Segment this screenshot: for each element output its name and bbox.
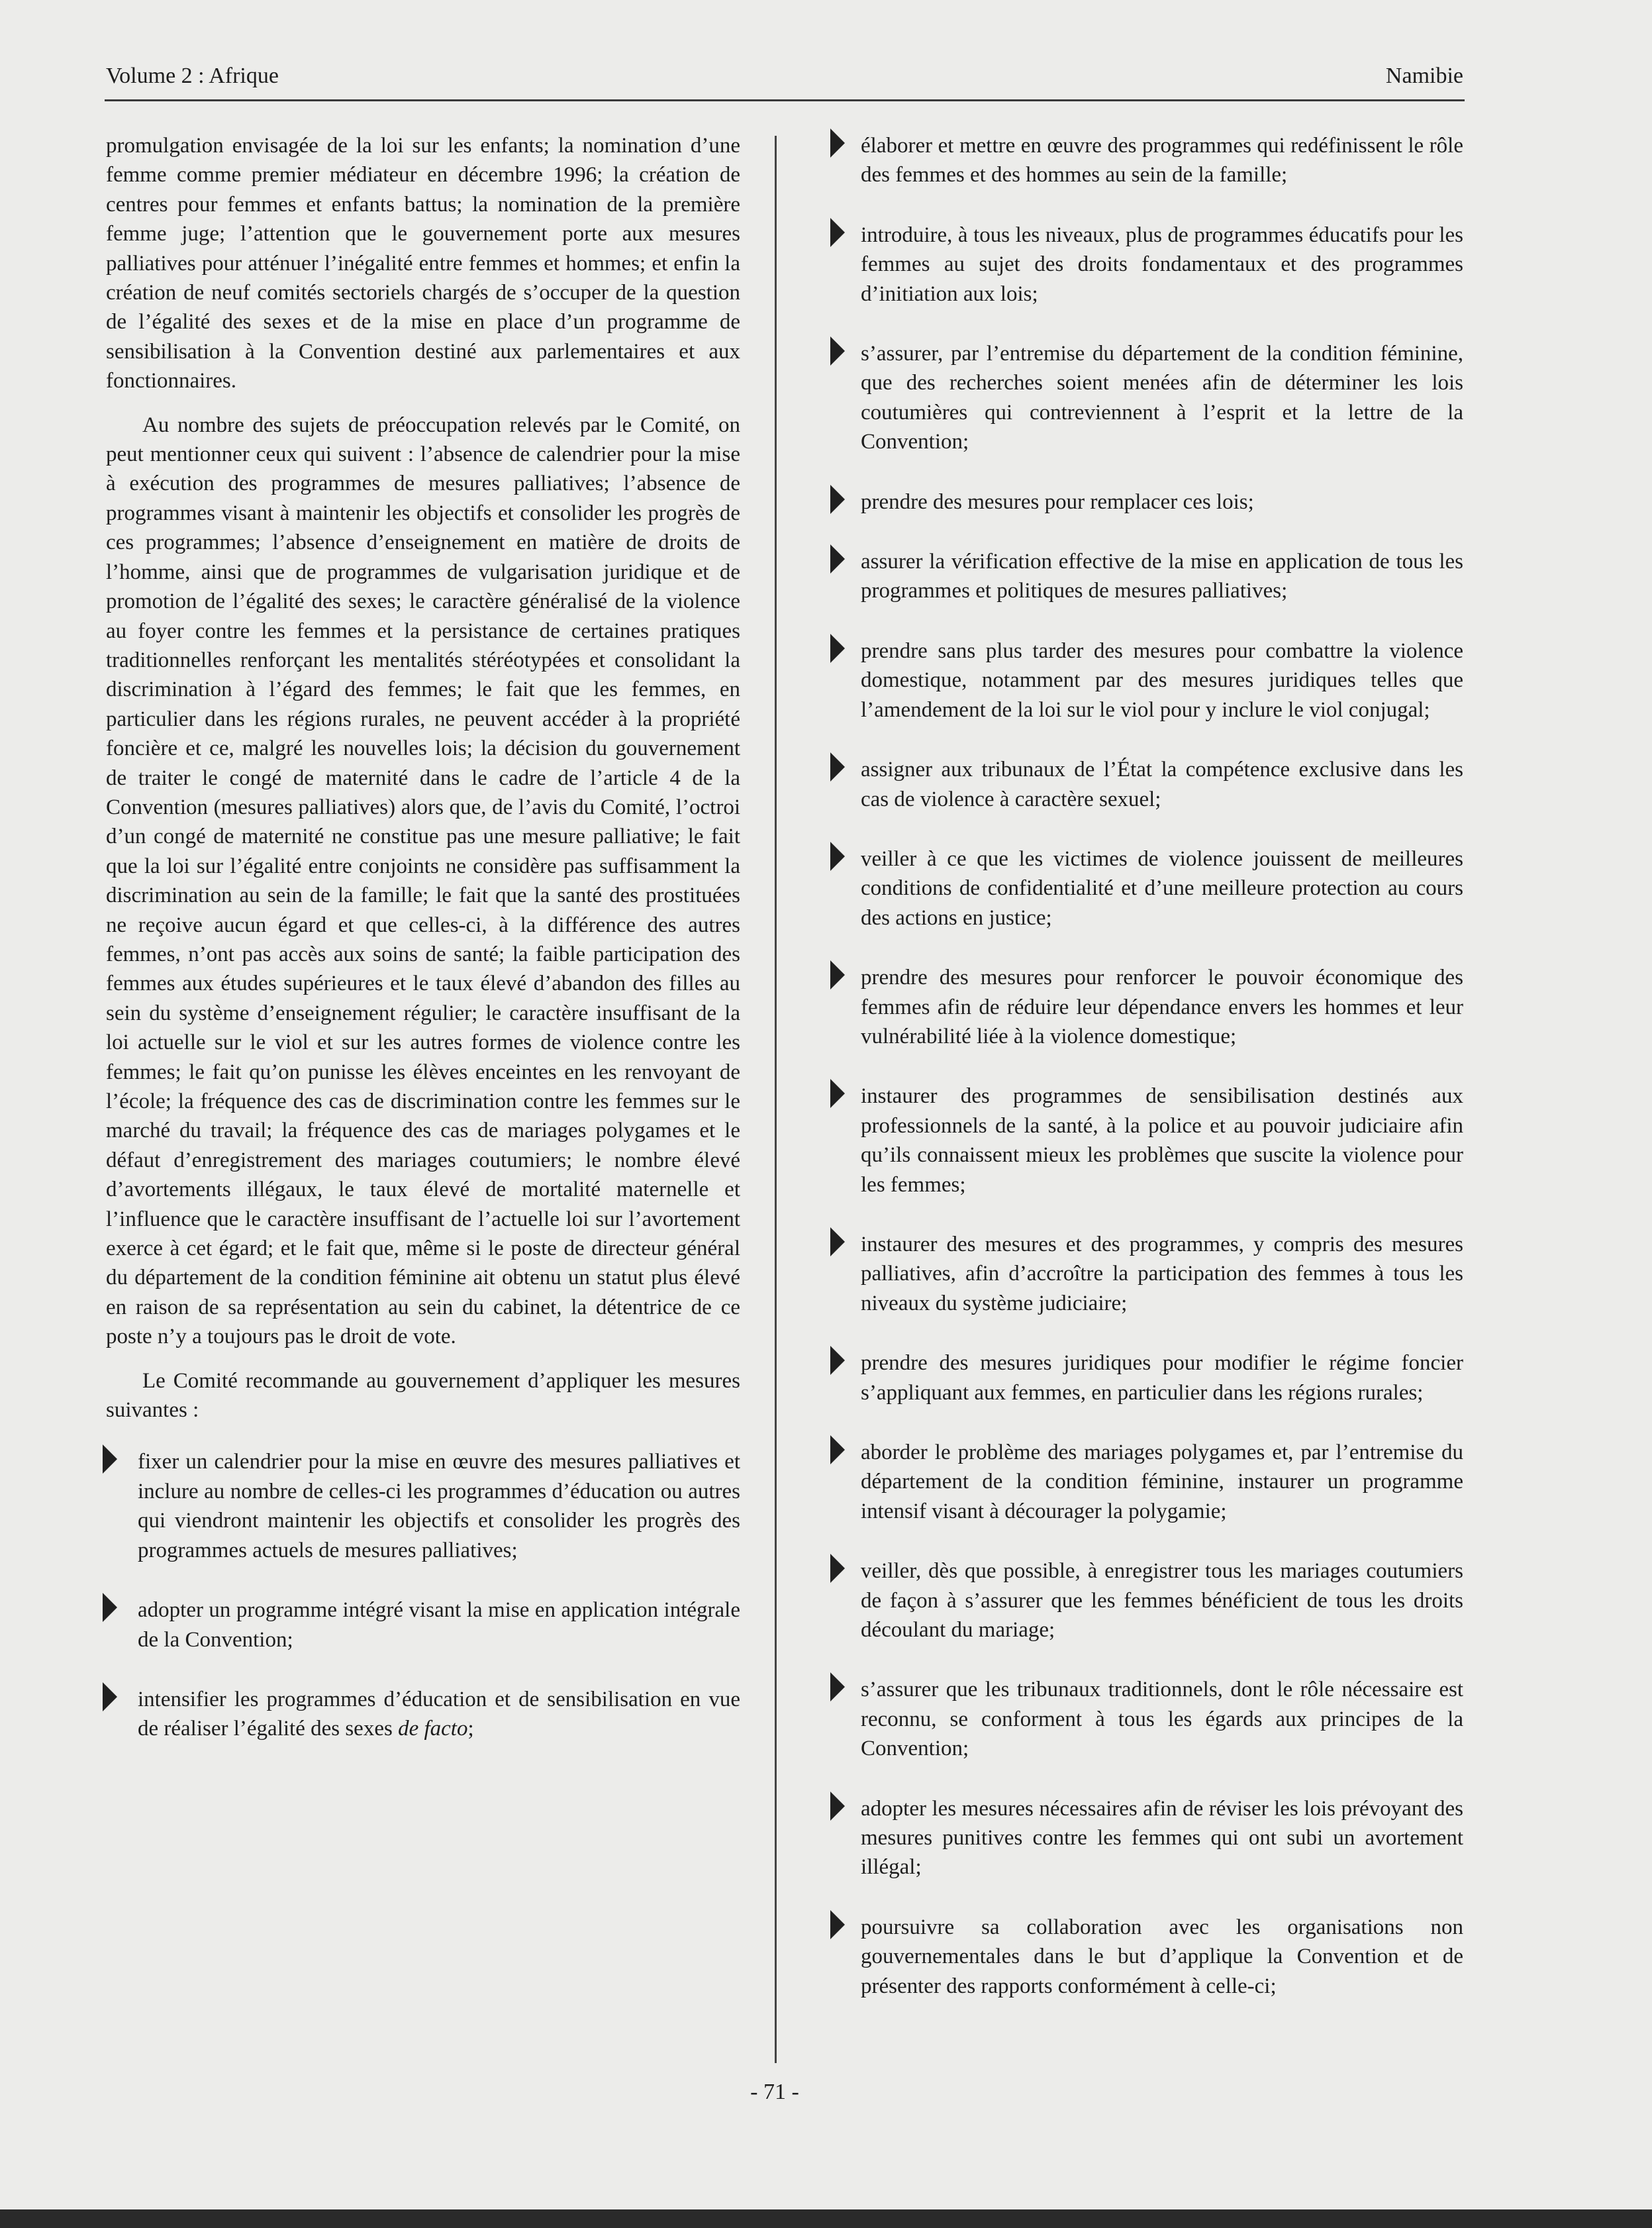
header-rule xyxy=(105,99,1465,101)
bullet-item: prendre des mesures pour remplacer ces lois; xyxy=(829,487,1463,517)
bullet-item: adopter les mesures nécessaires afin de réviser les lois prévoyant des mesures punitives contre les femmes qui ont subi un avortement illégal; xyxy=(829,1794,1463,1882)
bullet-item: prendre des mesures pour renforcer le pouvoir économique des femmes afin de réduire leur dépendance envers les hommes et leur vulnérabilité liée à la violence domestique; xyxy=(829,963,1463,1051)
paragraph: Au nombre des sujets de préoccupation relevés par le Comité, on peut mentionner ceux qui suivent : l’absence de calendrier pour la mise à exécution des programmes de mesures palliatives; l’absence de programmes visant à maintenir les objectifs et consolider les progrès de ces programmes; l’absence d’enseignement en matière de droits de l’homme, ainsi que de programmes de vulgarisation juridique et de promotion de l’égalité des sexes; le caractère généralisé de la violence au foyer contre les femmes et la persistance de certaines pratiques traditionnelles renforçant les mentalités stéréotypées et consolidant la discrimination à l’égard des femmes; le fait que les femmes, en particulier dans les régions rurales, ne peuvent accéder à la propriété foncière et ce, malgré les nouvelles lois; la décision du gouvernement de traiter le congé de maternité dans le cadre de l’article 4 de la Convention (mesures palliatives) alors que, de l’avis du Comité, l’octroi d’un congé de maternité ne constitue pas une mesure palliative; le fait que la loi sur l’égalité entre conjoints ne considère pas suffisamment la discrimination au sein de la famille; le fait que la santé des prostituées ne reçoive aucun égard et que celles-ci, à la différence des autres femmes, n’ont pas accès aux soins de santé; la faible participation des femmes aux études supérieures et le taux élevé d’abandon des filles au sein du système d’enseignement régulier; le caractère insuffisant de la loi actuelle sur le viol et sur les autres formes de violence contre les femmes; le fait qu’on punisse les élèves enceintes en les renvoyant de l’école; la fréquence des cas de discrimination contre les femmes sur le marché du travail; la fréquence des cas de mariages polygames et le défaut d’enregistrement des mariages coutumiers; le nombre élevé d’avortements illégaux, le taux élevé de mortalité maternelle et l’influence que le caractère insuffisant de l’actuelle loi sur l’avortement exerce à cet égard; et le fait que, même si le poste de directeur général du département de la condition féminine ait obtenu un statut plus élevé en raison de sa représentation au sein du cabinet, la détentrice de ce poste n’y a toujours pas le droit de vote. xyxy=(106,413,740,1349)
bullet-item: adopter un programme intégré visant la mise en application intégrale de la Convention; xyxy=(106,1595,740,1654)
right-column xyxy=(829,131,1463,2031)
bullet-item: instaurer des programmes de sensibilisation destinés aux professionnels de la santé, à la police et au pouvoir judiciaire afin qu’ils connaissent mieux les problèmes que suscite la violence pour les femmes; xyxy=(829,1082,1463,1199)
bullet-item: prendre sans plus tarder des mesures pour combattre la violence domestique, notamment par des mesures juridiques telles que l’amendement de la loi sur le viol pour y inclure le viol conjugal; xyxy=(829,636,1463,725)
bullet-item: prendre des mesures juridiques pour modifier le régime foncier s’appliquant aux femmes, en particulier dans les régions rurales; xyxy=(829,1348,1463,1407)
bullet-item: fixer un calendrier pour la mise en œuvre des mesures palliatives et inclure au nombre de celles-ci les programmes d’éducation ou autres qui viendront maintenir les objectifs et consolider les progrès des programmes actuels de mesures palliatives; xyxy=(106,1447,740,1565)
paragraph: promulgation envisagée de la loi sur les enfants; la nomination d’une femme comme premier médiateur en décembre 1996; la création de centres pour femmes et enfants battus; la nomination de la première femme juge; l’attention que le gouvernement porte aux mesures palliatives pour atténuer l’inégalité entre femmes et hommes; et enfin la création de neuf comités sectoriels chargés de s’occuper de la question de l’égalité des sexes et de la mise en place d’un programme de sensibilisation à la Convention destiné aux parlementaires et aux fonctionnaires. xyxy=(106,134,740,393)
column-divider xyxy=(775,136,777,2063)
bullet-item: instaurer des mesures et des programmes, y compris des mesures palliatives, afin d’accroître la participation des femmes à tous les niveaux du système judiciaire; xyxy=(829,1230,1463,1318)
bullet-item: veiller à ce que les victimes de violence jouissent de meilleures conditions de confidentialité et d’une meilleure protection au cours des actions en justice; xyxy=(829,844,1463,933)
bullet-item: élaborer et mettre en œuvre des programmes qui redéfinissent le rôle des femmes et des hommes au sein de la famille; xyxy=(829,131,1463,190)
bullet-item: aborder le problème des mariages polygames et, par l’entremise du département de la condition féminine, instaurer un programme intensif visant à décourager la polygamie; xyxy=(829,1438,1463,1526)
bullet-item: s’assurer que les tribunaux traditionnels, dont le rôle nécessaire est reconnu, se conforment à tous les égards aux principes de la Convention; xyxy=(829,1675,1463,1763)
bullet-item: poursuivre sa collaboration avec les organisations non gouvernementales dans le but d’applique la Convention et de présenter des rapports conformément à celle-ci; xyxy=(829,1913,1463,2001)
running-header xyxy=(106,64,1463,98)
bullet-italic-text: de facto xyxy=(398,1717,468,1741)
bullet-item: introduire, à tous les niveaux, plus de programmes éducatifs pour les femmes au sujet des droits fondamentaux et des programmes d’initiation aux lois; xyxy=(829,221,1463,309)
page-number: - 71 - xyxy=(750,2080,799,2104)
header-country: Namibie xyxy=(1385,64,1463,88)
bullet-text-end: ; xyxy=(467,1717,474,1741)
bullet-text: intensifier les programmes d’éducation et de sensibilisation en vue de réaliser l’égalité des sexes xyxy=(138,1687,740,1741)
bullet-item: assigner aux tribunaux de l’État la compétence exclusive dans les cas de violence à caractère sexuel; xyxy=(829,755,1463,814)
header-volume-title: Volume 2 : Afrique xyxy=(106,64,279,88)
left-column xyxy=(106,131,740,1774)
bullet-item: assurer la vérification effective de la mise en application de tous les programmes et politiques de mesures palliatives; xyxy=(829,547,1463,606)
paragraph: Le Comité recommande au gouvernement d’appliquer les mesures suivantes : xyxy=(106,1368,740,1423)
bullet-item: s’assurer, par l’entremise du département de la condition féminine, que des recherches soient menées afin de déterminer les lois coutumières qui contreviennent à l’esprit et la lettre de la Convention; xyxy=(829,339,1463,457)
bullet-item: veiller, dès que possible, à enregistrer tous les mariages coutumiers de façon à s’assurer que les femmes bénéficient de tous les droits découlant du mariage; xyxy=(829,1556,1463,1645)
scan-edge xyxy=(0,2209,1652,2228)
bullet-item xyxy=(106,1685,740,1744)
